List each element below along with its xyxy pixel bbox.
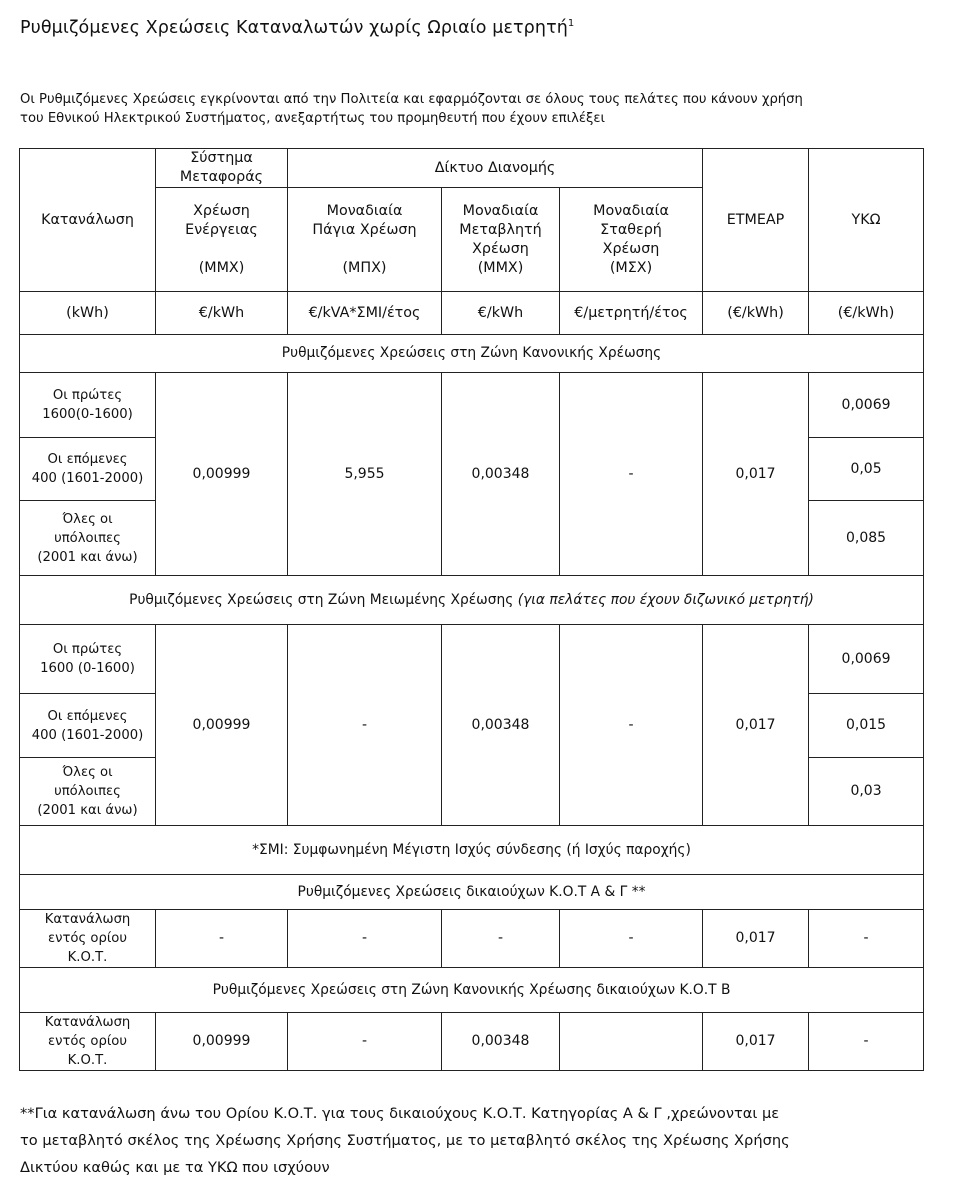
consumption-tier-label: Οι επόμενες 400 (1601-2000) [20, 438, 156, 501]
charges-table [19, 148, 924, 1071]
variable-charge-value: 0,00348 [442, 625, 560, 826]
unit-etmear: (€/kWh) [703, 292, 809, 335]
consumption-tier-label: Οι επόμενες 400 (1601-2000) [20, 694, 156, 758]
header-yko: ΥΚΩ [809, 149, 924, 292]
unit-energy: €/kWh [156, 292, 288, 335]
unit-fixed: €/kVA*ΣΜΙ/έτος [288, 292, 442, 335]
etmear-value: 0,017 [703, 910, 809, 968]
yko-value: 0,085 [809, 501, 924, 576]
stable-charge-value: - [560, 373, 703, 576]
unit-stable: €/μετρητή/έτος [560, 292, 703, 335]
fixed-charge-value: - [288, 910, 442, 968]
header-fixed-charge: Μοναδιαία Πάγια Χρέωση (ΜΠΧ) [288, 188, 442, 292]
yko-value: - [809, 910, 924, 968]
kot-ag-heading: Ρυθμιζόμενες Χρεώσεις δικαιούχων Κ.Ο.Τ Α & Γ ** [20, 875, 924, 910]
title-footnote-marker: 1 [567, 18, 575, 30]
unit-yko: (€/kWh) [809, 292, 924, 335]
section-heading-row [20, 335, 924, 373]
etmear-value: 0,017 [703, 1013, 809, 1071]
normal-zone-heading: Ρυθμιζόμενες Χρεώσεις στη Ζώνη Κανονικής Χρέωσης [20, 335, 924, 373]
consumption-tier-label: Οι πρώτες 1600 (0-1600) [20, 625, 156, 694]
variable-charge-value: 0,00348 [442, 1013, 560, 1071]
section-heading-row [20, 875, 924, 910]
header-transmission-system: Σύστημα Μεταφοράς [156, 149, 288, 188]
footnote-paragraph: **Για κατανάλωση άνω του Ορίου Κ.Ο.Τ. για τους δικαιούχους Κ.Ο.Τ. Κατηγορίας Α & Γ ,χρεώνονται με το μεταβλητό σκέλος της Χρέωσης Χρήσης Συστήματος, με το μεταβλητό σκέλος της Χρέωσης Χρήσης Δικτύου καθώς και με τα ΥΚΩ που ισχύουν [20, 1105, 790, 1176]
kot-consumption-label: Κατανάλωση εντός ορίου Κ.Ο.Τ. [20, 910, 156, 968]
header-distribution-network: Δίκτυο Διανομής [288, 149, 703, 188]
stable-charge-value [560, 1013, 703, 1071]
header-stable-charge: Μοναδιαία Σταθερή Χρέωση (ΜΣΧ) [560, 188, 703, 292]
unit-consumption: (kWh) [20, 292, 156, 335]
etmear-value: 0,017 [703, 625, 809, 826]
units-row [20, 292, 924, 335]
note-row [20, 826, 924, 875]
energy-charge-value: 0,00999 [156, 625, 288, 826]
header-etmear: ΕΤΜΕΑΡ [703, 149, 809, 292]
table-row [20, 625, 924, 694]
variable-charge-value: - [442, 910, 560, 968]
section-heading-row [20, 576, 924, 625]
stable-charge-value: - [560, 910, 703, 968]
yko-value: 0,015 [809, 694, 924, 758]
header-variable-charge: Μοναδιαία Μεταβλητή Χρέωση (ΜΜΧ) [442, 188, 560, 292]
consumption-tier-label: Οι πρώτες 1600(0-1600) [20, 373, 156, 438]
stable-charge-value: - [560, 625, 703, 826]
energy-charge-value: 0,00999 [156, 1013, 288, 1071]
yko-value: 0,05 [809, 438, 924, 501]
fixed-charge-value: 5,955 [288, 373, 442, 576]
yko-value: - [809, 1013, 924, 1071]
table-row [20, 373, 924, 438]
energy-charge-value: 0,00999 [156, 373, 288, 576]
fixed-charge-value: - [288, 625, 442, 826]
kot-b-heading: Ρυθμιζόμενες Χρεώσεις στη Ζώνη Κανονικής Χρέωσης δικαιούχων Κ.Ο.Τ Β [20, 968, 924, 1013]
smi-note: *ΣΜΙ: Συμφωνημένη Μέγιστη Ισχύς σύνδεσης (ή Ισχύς παροχής) [20, 826, 924, 875]
unit-variable: €/kWh [442, 292, 560, 335]
kot-consumption-label: Κατανάλωση εντός ορίου Κ.Ο.Τ. [20, 1013, 156, 1071]
yko-value: 0,03 [809, 758, 924, 826]
fixed-charge-value: - [288, 1013, 442, 1071]
energy-charge-value: - [156, 910, 288, 968]
table-row [20, 910, 924, 968]
intro-paragraph: Οι Ρυθμιζόμενες Χρεώσεις εγκρίνονται από την Πολιτεία και εφαρμόζονται σε όλους τους πελάτες που κάνουν χρήση του Εθνικού Ηλεκτρικού Συστήματος, ανεξαρτήτως του προμηθευτή που έχουν επιλέξει [20, 92, 803, 126]
variable-charge-value: 0,00348 [442, 373, 560, 576]
header-energy-charge: Χρέωση Ενέργειας (ΜΜΧ) [156, 188, 288, 292]
section-heading-row [20, 968, 924, 1013]
consumption-tier-label: Όλες οι υπόλοιπες (2001 και άνω) [20, 501, 156, 576]
header-consumption: Κατανάλωση [20, 149, 156, 292]
yko-value: 0,0069 [809, 373, 924, 438]
consumption-tier-label: Όλες οι υπόλοιπες (2001 και άνω) [20, 758, 156, 826]
header-row-1 [20, 149, 924, 188]
page-title: Ρυθμιζόμενες Χρεώσεις Καταναλωτών χωρίς Ωριαίο μετρητή$^1$ [20, 18, 575, 38]
reduced-zone-heading: Ρυθμιζόμενες Χρεώσεις στη Ζώνη Μειωμένης Χρέωσης (για πελάτες που έχουν διζωνικό μετρητή) [20, 576, 924, 625]
yko-value: 0,0069 [809, 625, 924, 694]
table-row [20, 1013, 924, 1071]
etmear-value: 0,017 [703, 373, 809, 576]
